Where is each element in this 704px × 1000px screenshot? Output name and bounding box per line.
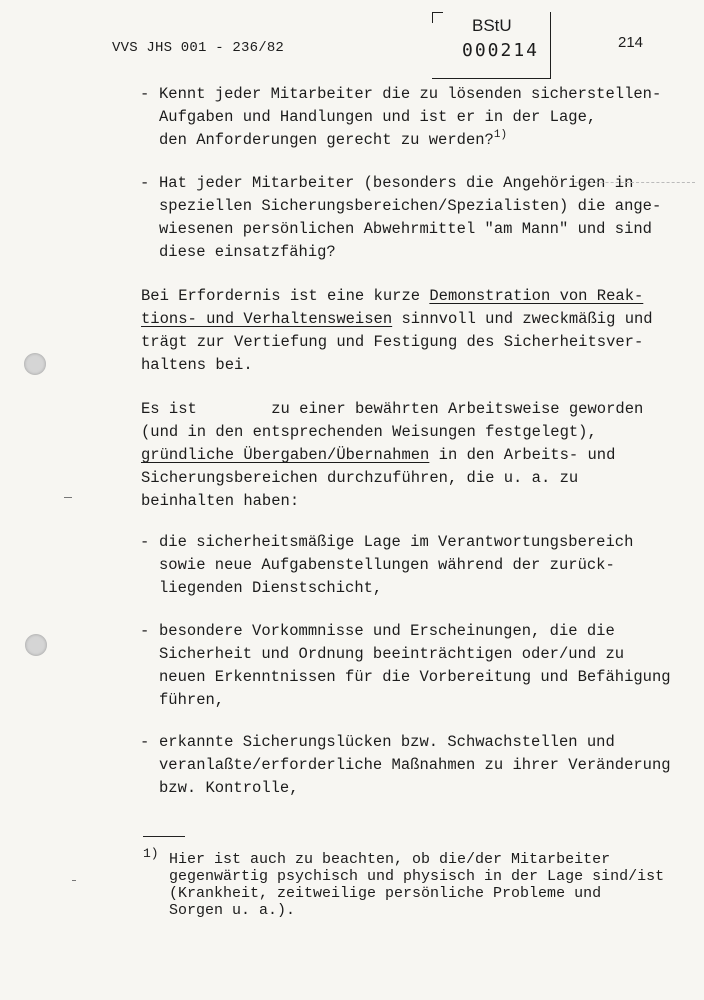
stamp-number: 000214 — [462, 40, 540, 61]
bullet-item-gaps — [159, 731, 671, 800]
bullet-item-tasks — [159, 83, 661, 154]
bullet-marker: - — [140, 174, 150, 192]
footnote-marker: 1) — [143, 846, 159, 861]
footnote-line: Hier ist auch zu beachten, ob die/der Mitarbeiter — [169, 851, 611, 868]
para-text: Bei Erfordernis ist eine kurze — [141, 287, 430, 305]
bullet-line: besondere Vorkommnisse und Erscheinungen, die die — [159, 622, 615, 640]
para-text: haltens bei. — [141, 356, 253, 374]
bullet-line: Aufgaben und Handlungen und ist er in der Lage, — [159, 108, 597, 126]
bullet-marker: - — [140, 533, 150, 551]
para-text: trägt zur Vertiefung und Festigung des Sicherheitsver- — [141, 333, 644, 351]
bullet-line: die sicherheitsmäßige Lage im Verantwortungsbereich — [159, 533, 634, 551]
paragraph-handover — [141, 398, 643, 513]
bullet-line: diese einsatzfähig? — [159, 243, 336, 261]
bullet-line: Sicherheit und Ordnung beeinträchtigen oder/und zu — [159, 645, 625, 663]
punch-hole — [25, 634, 47, 656]
page-number: 214 — [618, 34, 644, 51]
bullet-line: den Anforderungen gerecht zu werden? — [159, 131, 494, 149]
bullet-line: liegenden Dienstschicht, — [159, 579, 383, 597]
bullet-marker: - — [140, 733, 150, 751]
para-text: zu einer bewährten Arbeitsweise geworden — [271, 400, 644, 418]
para-text: Es ist — [141, 400, 197, 418]
bullet-line: neuen Erkenntnissen für die Vorbereitung und Befähigung — [159, 668, 671, 686]
underlined-text: Demonstration von Reak- — [429, 287, 644, 305]
paragraph-demonstration — [141, 285, 653, 377]
bullet-item-situation — [159, 531, 633, 600]
para-text: sinnvoll und zweckmäßig und — [392, 310, 653, 328]
scan-speck — [64, 497, 72, 498]
bullet-line: Kennt jeder Mitarbeiter die zu lösenden sicherstellen- — [159, 85, 662, 103]
bullet-line: wiesenen persönlichen Abwehrmittel "am Mann" und sind — [159, 220, 652, 238]
punch-hole — [24, 353, 46, 375]
bullet-line: Hat jeder Mitarbeiter (besonders die Angehörigen in — [159, 174, 634, 192]
bullet-line: veranlaßte/erforderliche Maßnahmen zu ihrer Veränderung — [159, 756, 671, 774]
document-reference: VVS JHS 001 - 236/82 — [112, 40, 285, 56]
bullet-line: speziellen Sicherungsbereichen/Spezialisten) die ange- — [159, 197, 662, 215]
footnote-line: (Krankheit, zeitweilige persönliche Probleme und — [169, 885, 602, 902]
stamp-agency: BStU — [472, 16, 512, 35]
bullet-item-defense — [159, 172, 661, 264]
underlined-text: tions- und Verhaltensweisen — [141, 310, 393, 328]
bullet-line: führen, — [159, 691, 225, 709]
bullet-line: sowie neue Aufgabenstellungen während der zurück- — [159, 556, 615, 574]
underlined-text: gründliche Übergaben/Übernahmen — [141, 446, 430, 464]
para-text: (und in den entsprechenden Weisungen festgelegt), — [141, 423, 597, 441]
para-text: beinhalten haben: — [141, 492, 300, 510]
footnote-separator — [143, 836, 185, 837]
bullet-line: erkannte Sicherungslücken bzw. Schwachstellen und — [159, 733, 615, 751]
bullet-marker: - — [140, 85, 150, 103]
para-text: in den Arbeits- und — [429, 446, 616, 464]
bullet-item-incidents — [159, 620, 671, 712]
footnote-line: gegenwärtig psychisch und physisch in der Lage sind/ist — [169, 868, 665, 885]
footnote-reference: 1) — [493, 129, 508, 141]
scan-speck — [72, 880, 76, 881]
scan-artifact — [575, 182, 695, 183]
footnote-line: Sorgen u. a.). — [169, 902, 296, 919]
bullet-marker: - — [140, 622, 150, 640]
bullet-line: bzw. Kontrolle, — [159, 779, 299, 797]
para-text: Sicherungsbereichen durchzuführen, die u. a. zu — [141, 469, 579, 487]
footnote-text — [169, 851, 664, 919]
archive-stamp — [432, 12, 551, 79]
stamp-corner — [432, 12, 443, 23]
